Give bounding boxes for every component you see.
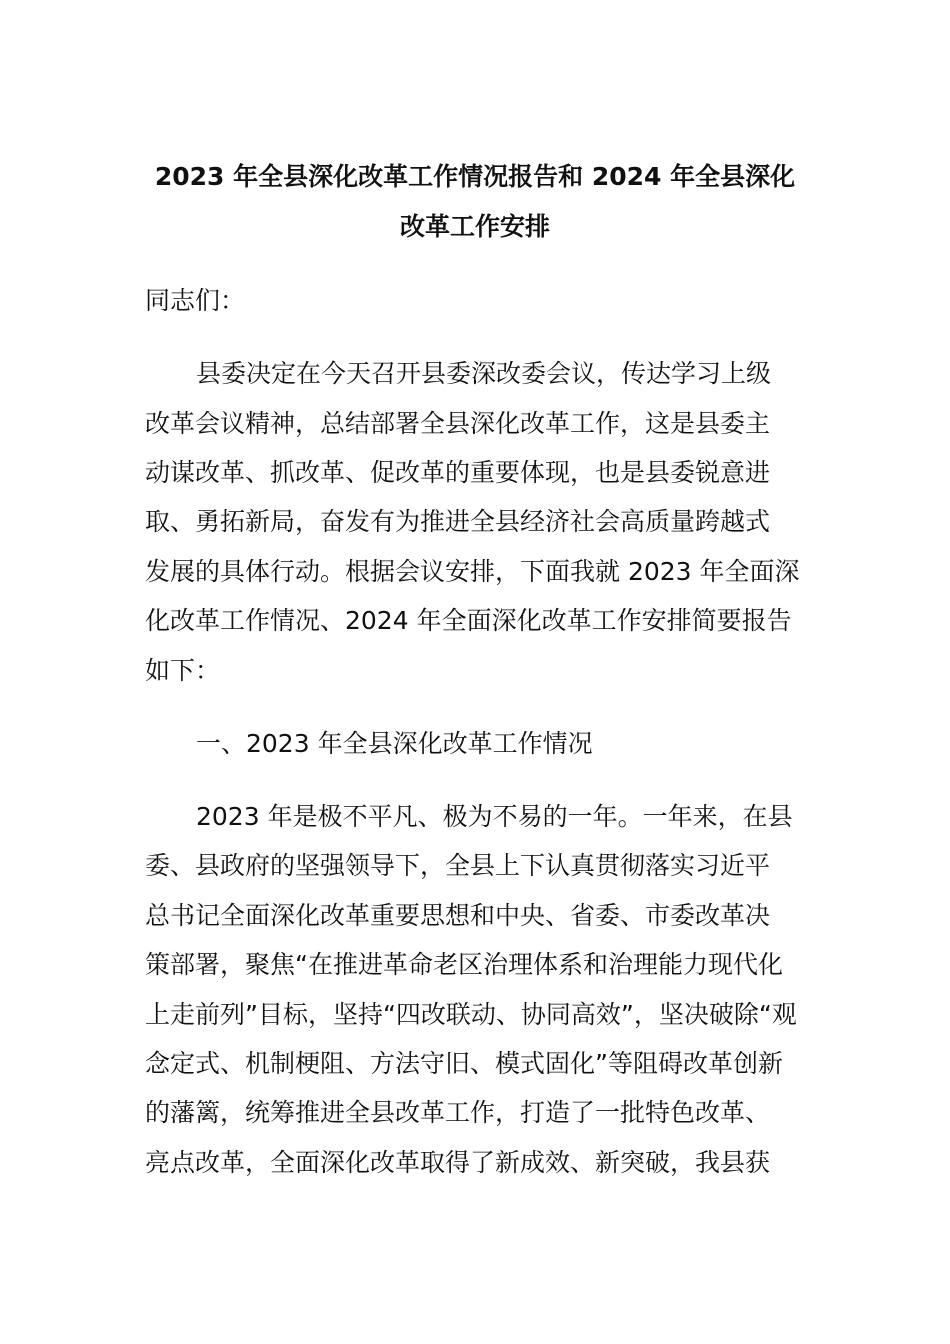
paragraph-1-line: 改革会议精神，总结部署全县深化改革工作，这是县委主 (145, 409, 771, 438)
paragraph-2-line: 2023 年是极不平凡、极为不易的一年。一年来，在县 (196, 802, 793, 831)
paragraph-2-line: 的藩篱，统筹推进全县改革工作，打造了一批特色改革、 (145, 1098, 771, 1127)
paragraph-1-line: 县委决定在今天召开县委深改委会议，传达学习上级 (196, 359, 772, 388)
paragraph-2-line: 总书记全面深化改革重要思想和中央、省委、市委改革决 (145, 901, 771, 930)
paragraph-1-line: 如下： (145, 656, 221, 685)
paragraph-2-line: 念定式、机制梗阻、方法守旧、模式固化”等阻碍改革创新 (145, 1049, 783, 1078)
section-1-heading: 一、2023 年全县深化改革工作情况 (196, 729, 593, 758)
paragraph-2-line: 上走前列”目标，坚持“四改联动、协同高效”，坚决破除“观 (145, 1000, 797, 1029)
paragraph-2-line: 亮点改革，全面深化改革取得了新成效、新突破，我县获 (145, 1148, 771, 1177)
paragraph-1-line: 发展的具体行动。根据会议安排，下面我就 2023 年全面深 (145, 557, 800, 586)
salutation: 同志们： (145, 286, 246, 315)
paragraph-1-line: 化改革工作情况、2024 年全面深化改革工作安排简要报告 (145, 606, 792, 635)
document-title-line-2: 改革工作安排 (399, 212, 550, 241)
document-title-line-1: 2023 年全县深化改革工作情况报告和 2024 年全县深化 (154, 162, 796, 191)
paragraph-2-line: 策部署，聚焦“在推进革命老区治理体系和治理能力现代化 (145, 950, 783, 979)
paragraph-2-line: 委、县政府的坚强领导下，全县上下认真贯彻落实习近平 (145, 851, 771, 880)
paragraph-1-line: 动谋改革、抓改革、促改革的重要体现，也是县委锐意进 (145, 458, 771, 487)
paragraph-1-line: 取、勇拓新局，奋发有为推进全县经济社会高质量跨越式 (145, 507, 771, 536)
